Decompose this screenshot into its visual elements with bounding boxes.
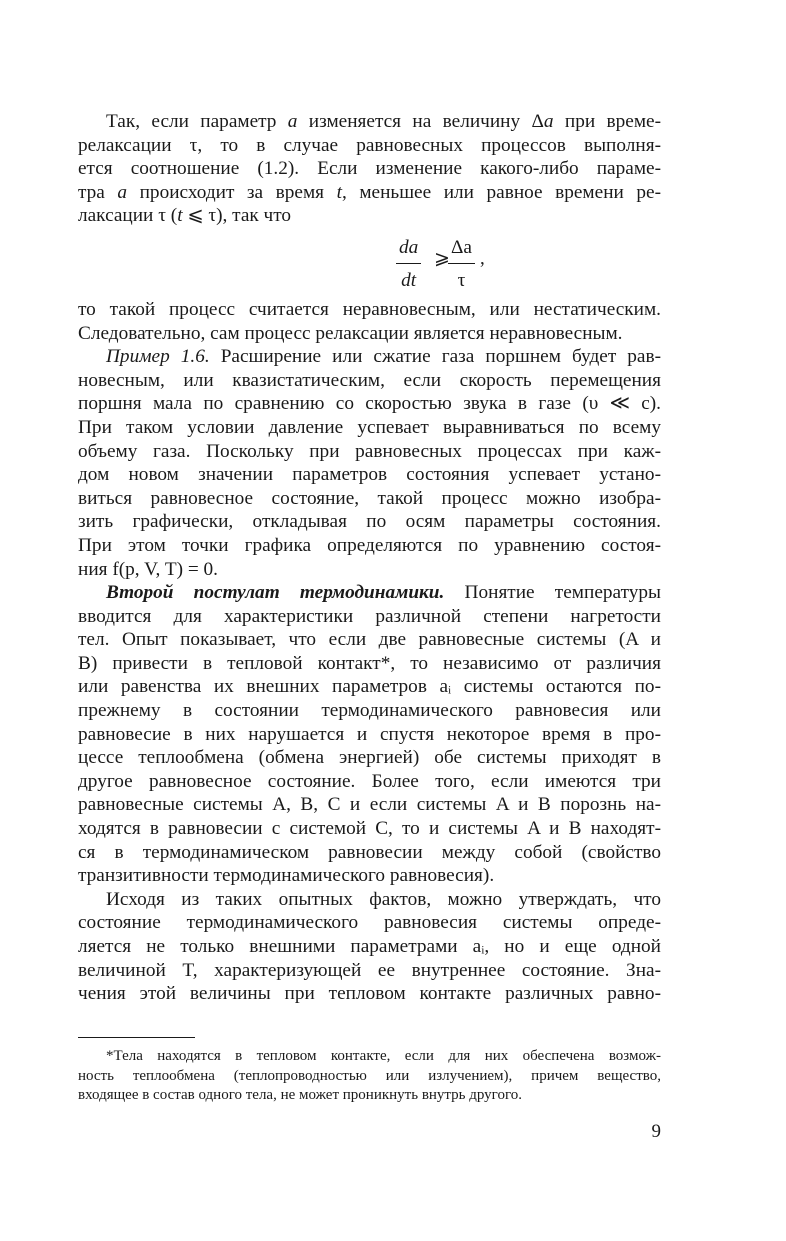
numerator: Δa bbox=[448, 236, 475, 264]
main-text bbox=[78, 110, 661, 1006]
footnote bbox=[78, 1047, 661, 1106]
text-line: При этом точки графика определяются по уравнению состоя- bbox=[78, 534, 661, 556]
text-line: поршня мала по сравнению со скоростью звука в газе (υ ≪ c). bbox=[78, 393, 661, 415]
text-line: ляется не только внешними параметрами aᵢ, но и еще одной bbox=[78, 936, 661, 957]
text-line: прежнему в состоянии термодинамического равновесия или bbox=[78, 700, 661, 722]
text-line: зить графически, откладывая по осям параметры состояния. bbox=[78, 511, 661, 533]
equation-comma: , bbox=[480, 247, 485, 269]
footnote-line: входящее в состав одного тела, не может проникнуть внутрь другого. bbox=[78, 1087, 522, 1103]
fraction-left bbox=[396, 236, 421, 292]
numerator: da bbox=[396, 236, 421, 264]
footnote-line: *Тела находятся в тепловом контакте, если для них обеспечена возмож- bbox=[106, 1048, 661, 1064]
text-line: B) привести в тепловой контакт*, то независимо от различия bbox=[78, 652, 661, 674]
text-line: другое равновесное состояние. Более того, если имеются три bbox=[78, 770, 661, 792]
text-line: Так, если параметр a изменяется на величину Δa при време- bbox=[106, 111, 661, 132]
text-line: тра a происходит за время t, меньшее или равное времени ре- bbox=[78, 181, 661, 203]
text-line: Исходя из таких опытных фактов, можно утверждать, что bbox=[106, 888, 661, 910]
text-line: ся в термодинамическом равновесии между собой (свойство bbox=[78, 841, 661, 863]
text-line: дом новом значении параметров состояния успевает устано- bbox=[78, 464, 661, 486]
text-line: ния f(p, V, T) = 0. bbox=[78, 558, 219, 580]
fraction-right bbox=[448, 236, 475, 292]
text-line: равновесные системы A, B, C и если системы A и B порознь на- bbox=[78, 794, 661, 816]
page-number: 9 bbox=[651, 1121, 661, 1142]
example-label: Пример 1.6. bbox=[106, 346, 210, 368]
text-line: Второй постулат термодинамики. Понятие температуры bbox=[106, 582, 661, 604]
denominator: dt bbox=[401, 269, 417, 291]
text-line: транзитивности термодинамического равновесия). bbox=[78, 865, 495, 887]
text-line: ется соотношение (1.2). Если изменение какого-либо параме- bbox=[78, 158, 661, 180]
equation bbox=[78, 228, 661, 298]
text-line: то такой процесс считается неравновесным, или нестатическим. bbox=[78, 298, 661, 320]
text-line: или равенства их внешних параметров aᵢ системы остаются по- bbox=[78, 676, 661, 698]
text-line: новесным, или квазистатическим, если скорость перемещения bbox=[78, 369, 661, 391]
footnote-line: ность теплообмена (теплопроводностью или излучением), причем вещество, bbox=[78, 1067, 661, 1084]
text-line: ходятся в равновесии с системой C, то и системы A и B находят- bbox=[78, 818, 661, 840]
text-line: величиной T, характеризующей ее внутреннее состояние. Зна- bbox=[78, 959, 661, 981]
text-line: равновесие в них нарушается и спустя некоторое время в про- bbox=[78, 723, 661, 745]
text-line: чения этой величины при тепловом контакте различных равно- bbox=[78, 983, 661, 1005]
footnote-rule bbox=[78, 1037, 195, 1038]
text-line: состояние термодинамического равновесия системы опреде- bbox=[78, 912, 661, 934]
text-line: цессе теплообмена (обмена энергией) обе системы приходят в bbox=[78, 747, 661, 769]
section-heading: Второй постулат термодинамики. bbox=[106, 582, 445, 604]
text-line: При таком условии давление успевает выравниваться по всему bbox=[78, 416, 661, 438]
geq-sign: ⩾ bbox=[434, 247, 450, 269]
text-line: Пример 1.6. Расширение или сжатие газа поршнем будет рав- bbox=[106, 346, 661, 368]
text-line: виться равновесное состояние, такой процесс можно изобра- bbox=[78, 487, 661, 509]
text-line: вводится для характеристики различной степени нагретости bbox=[78, 605, 661, 627]
text-line: Следовательно, сам процесс релаксации является неравновесным. bbox=[78, 322, 623, 344]
text-line: релаксации τ, то в случае равновесных процессов выполня- bbox=[78, 134, 661, 156]
text-line: тел. Опыт показывает, что если две равновесные системы (A и bbox=[78, 629, 661, 651]
denominator: τ bbox=[457, 269, 466, 291]
text-line: объему газа. Поскольку при равновесных процессах при каж- bbox=[78, 440, 661, 462]
text-line: лаксации τ (t ⩽ τ), так что bbox=[78, 205, 292, 227]
